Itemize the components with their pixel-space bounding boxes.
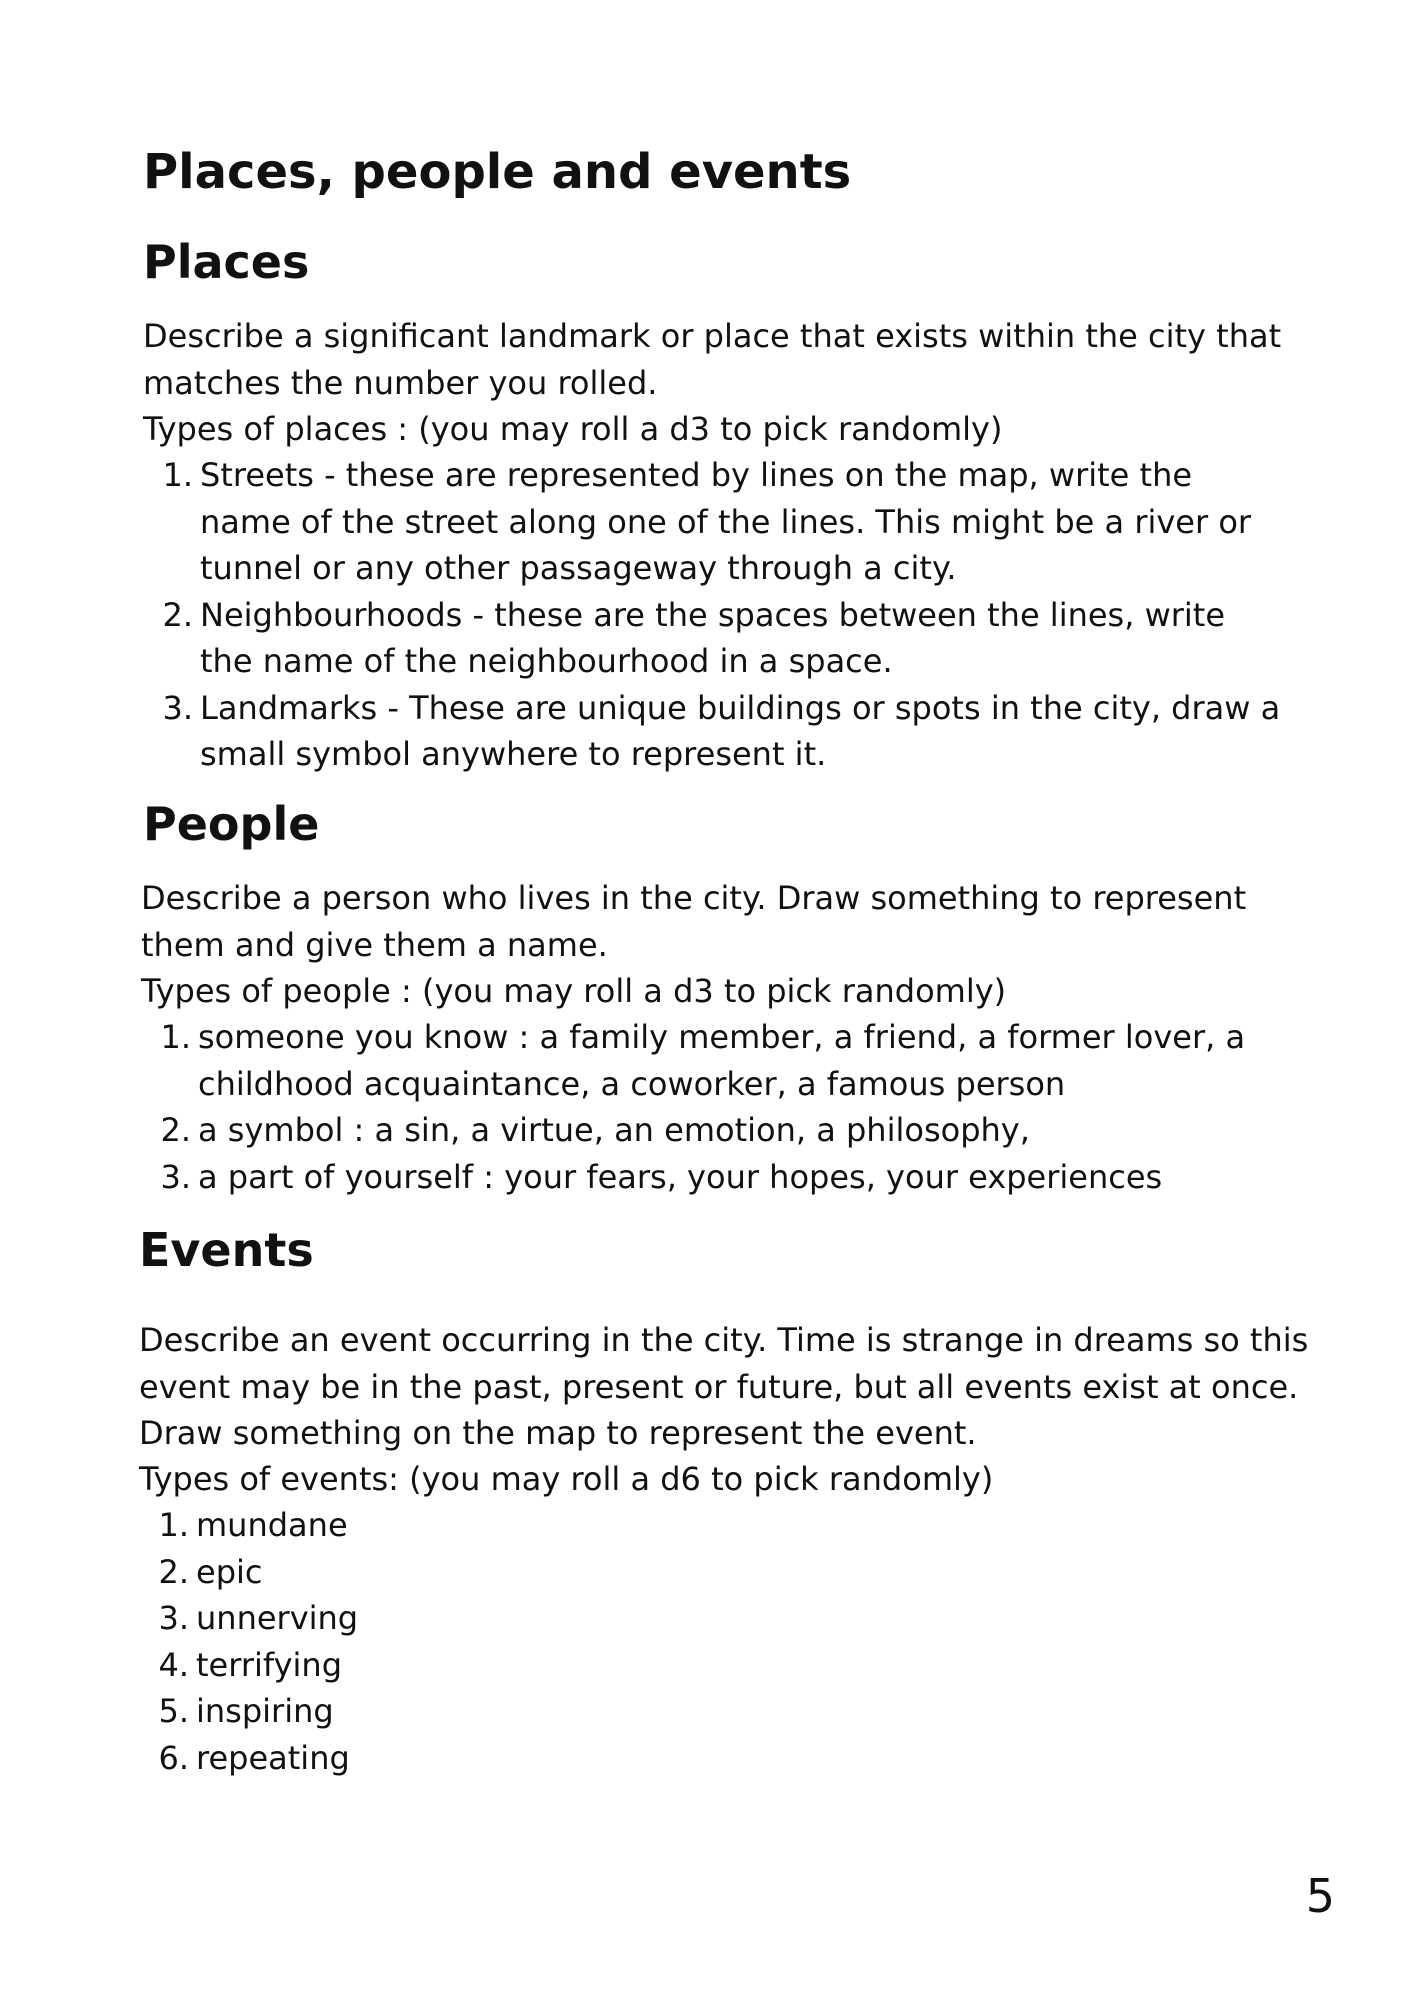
places-heading: Places	[143, 235, 310, 289]
list-item-text: a part of yourself : your fears, your hopes, your experiences	[198, 1157, 1163, 1196]
list-item	[141, 1154, 1281, 1201]
list-number: 4.	[158, 1645, 189, 1684]
list-item	[141, 1107, 1281, 1154]
page-number: 5	[1305, 1869, 1335, 1923]
list-item-text: unnerving	[196, 1599, 359, 1637]
list-item-text: someone you know : a family member, a friend, a former lover, a childhood acquaintance, a coworker, a famous person	[198, 1018, 1246, 1103]
page-title: Places, people and events	[143, 144, 852, 200]
list-number: 2.	[160, 1111, 191, 1149]
list-number: 6.	[158, 1738, 189, 1777]
list-item-text: Neighbourhoods - these are the spaces between the lines, write the name of the neighbourhood in a space.	[200, 595, 1226, 680]
events-heading: Events	[139, 1223, 314, 1277]
list-item	[139, 1642, 1279, 1689]
events-list	[139, 1502, 1279, 1781]
events-types-intro: Types of events: (you may roll a d6 to pick randomly)	[139, 1460, 994, 1498]
list-number: 1.	[158, 1506, 189, 1544]
list-number: 1.	[160, 1018, 191, 1056]
list-item-text: mundane	[196, 1506, 348, 1544]
list-number: 3.	[158, 1599, 189, 1637]
places-types-intro: Types of places : (you may roll a d3 to pick randomly)	[143, 410, 1003, 448]
people-heading: People	[143, 797, 320, 851]
list-item-text: inspiring	[196, 1692, 334, 1730]
list-item	[139, 1688, 1279, 1735]
list-number: 2.	[158, 1552, 189, 1591]
list-item-text: repeating	[196, 1738, 350, 1777]
events-description: Describe an event occurring in the city. Time is strange in dreams so this event may be in the past, present or future, but all events exist at once. Draw something on the map to represent the event.	[139, 1321, 1309, 1452]
list-item-text: Streets - these are represented by lines on the map, write the name of the street along one of the lines. This might be a river or tunnel or any other passageway through a city.	[200, 456, 1252, 587]
list-item	[139, 1735, 1279, 1782]
list-item	[139, 1595, 1279, 1642]
people-list	[141, 1014, 1281, 1200]
list-item	[141, 1014, 1281, 1107]
list-number: 2.	[162, 595, 193, 634]
list-item-text: Landmarks - These are unique buildings or spots in the city, draw a small symbol anywhere to represent it.	[200, 688, 1281, 773]
places-description: Describe a significant landmark or place that exists within the city that matches the number you rolled.	[143, 317, 1282, 402]
list-item-text: terrifying	[196, 1645, 342, 1684]
list-item	[139, 1502, 1279, 1549]
list-item	[143, 452, 1283, 592]
list-item-text: epic	[196, 1552, 263, 1591]
list-number: 3.	[162, 688, 193, 727]
list-item	[143, 592, 1283, 685]
people-types-intro: Types of people : (you may roll a d3 to pick randomly)	[141, 972, 1007, 1010]
list-number: 5.	[158, 1692, 189, 1730]
list-number: 1.	[162, 456, 193, 494]
list-item	[143, 685, 1283, 778]
list-item	[139, 1549, 1279, 1596]
people-description: Describe a person who lives in the city. Draw something to represent them and give them a name.	[141, 879, 1247, 964]
list-item-text: a symbol : a sin, a virtue, an emotion, a philosophy,	[198, 1111, 1030, 1149]
places-list	[143, 452, 1283, 778]
list-number: 3.	[160, 1157, 191, 1196]
